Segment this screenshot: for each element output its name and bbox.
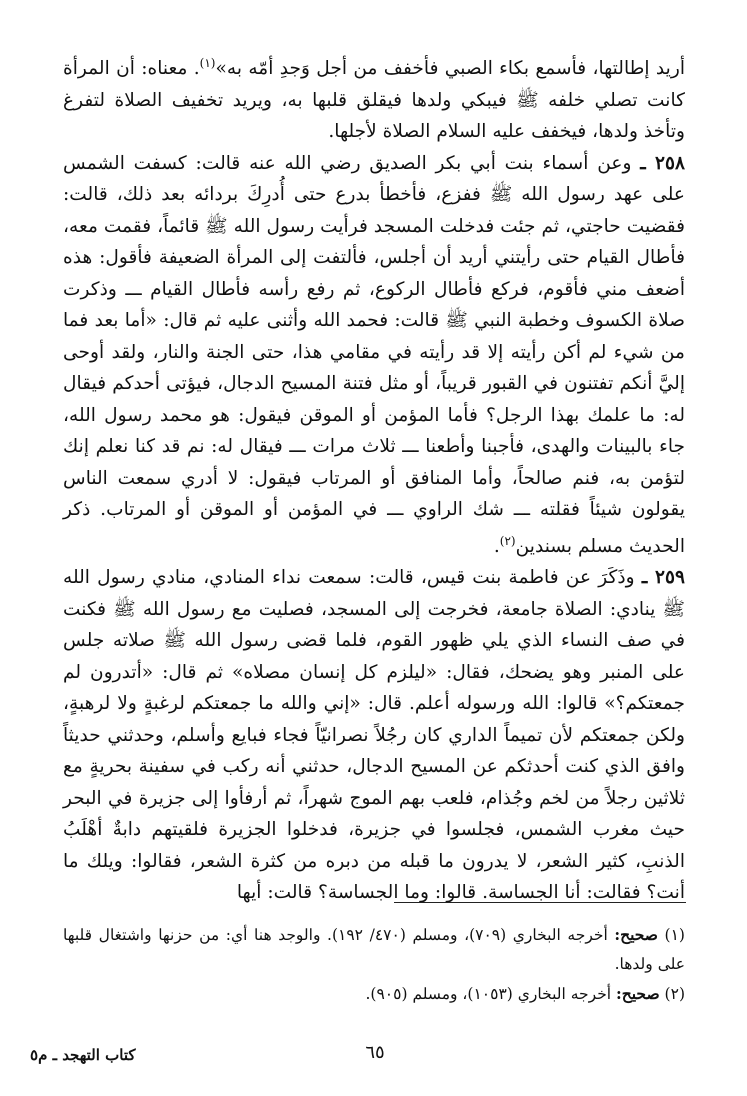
hadith-259 — [63, 562, 685, 909]
footnote-grade: صحيح: — [616, 984, 660, 1003]
paragraph-text: . معناه: أن المرأة كانت تصلي خلفه ﷺ فيبكي ولدها فيقلق قلبها به، ويريد تخفيف الصلاة لتفرغ وتأخذ ولدها، فيخفف عليه السلام الصلاة لأجلها. — [63, 58, 685, 143]
footnote-text: أخرجه البخاري (١٠٥٣)، ومسلم (٩٠٥). — [365, 985, 612, 1003]
footnote-label: (٢) — [664, 985, 685, 1003]
paragraph-text: أريد إطالتها، فأسمع بكاء الصبي فأخفف من أجل وَجدِ أمّه به» — [215, 58, 685, 80]
footnote-divider — [394, 902, 686, 903]
page-number: ٦٥ — [365, 1042, 385, 1063]
hadith-text-end: . — [493, 535, 500, 557]
footnote-grade: صحيح: — [614, 925, 658, 944]
footnote-reference: (١) — [199, 56, 216, 70]
footnote — [63, 979, 685, 1009]
hadith-text: وعن أسماء بنت أبي بكر الصديق رضي الله عنه قالت: كسفت الشمس على عهد رسول الله ﷺ ففزع، فأخطأ بدرع حتى أُدرِكَ بردائه بعد ذلك، قالت: فقضيت حاجتي، ثم جئت فدخلت المسجد فرأيت رسول الله ﷺ قائماً، فقمت معه، فأطال القيام حتى رأيتني أريد أن أجلس، فألتفت إلى المرأة الضعيفة فأقول: هذه أضعف مني فأقوم، فركع فأطال الركوع، ثم رفع رأسه فأطال القيام ـــ وذكرت صلاة الكسوف وخطبة النبي ﷺ قالت: فحمد الله وأثنى عليه ثم قال: «أما بعد فما من شيء لم أكن رأيته إلا قد رأيته في مقامي هذا، حتى الجنة والنار، ولقد أوحى إليَّ أنكم تفتنون في القبور قريباً، أو مثل فتنة المسيح الدجال، فيؤتى أحدكم فيقال له: ما علمك بهذا الرجل؟ فأما المؤمن أو الموقن فيقول: هو محمد رسول الله، جاء بالبينات والهدى، فأجبنا وأطعنا ـــ ثلاث مرات ـــ فيقال له: نم قد كنا نعلم إنك لتؤمن به، فنم صالحاً، وأما المنافق أو المرتاب فيقول: لا أدري سمعت الناس يقولون شيئاً فقلته ـــ شك الراوي ـــ في المؤمن أو الموقن أو المرتاب. ذكر الحديث مسلم بسندين — [63, 152, 685, 557]
hadith-number: ٢٥٩ ـ — [641, 567, 685, 589]
footnotes — [63, 920, 685, 1009]
footnote — [63, 920, 685, 979]
footnote-text: أخرجه البخاري (٧٠٩)، ومسلم (٤٧٠/ ١٩٢). والوجد هنا أي: من حزنها واشتغال قلبها على ولدها. — [63, 926, 685, 973]
hadith-text: وذَكَرَ عن فاطمة بنت قيس، قالت: سمعت نداء المنادي، منادي رسول الله ﷺ ينادي: الصلاة جامعة، فخرجت إلى المسجد، فصليت مع رسول الله ﷺ فكنت في صف النساء الذي يلي ظهور القوم، فلما قضى رسول الله ﷺ صلاته جلس على المنبر وهو يضحك، فقال: «ليلزم كل إنسان مصلاه» ثم قال: «أتدرون لم جمعتكم؟» قالوا: الله ورسوله أعلم. قال: «إني والله ما جمعتكم لرغبةٍ ولا لرهبةٍ، ولكن جمعتكم لأن تميماً الداري كان رجُلاً نصرانيّاً فجاء فبايع وأسلم، وحدثني حديثاً وافق الذي كنت أحدثكم عن المسيح الدجال، حدثني أنه ركب في سفينة بحريةٍ مع ثلاثين رجلاً من لخم وجُذام، فلعب بهم الموج شهراً، ثم أرفأوا إلى جزيرة في البحر حيث مغرب الشمس، فجلسوا في جزيرة، فدخلوا الجزيرة فلقيتهم دابةٌ أهْلَبُ الذنبِ، كثير الشعر، لا يدرون ما قبله من دبره من كثرة الشعر، فقالوا: ويلك ما أنت؟ فقالت: أنا الجساسة. قالوا: وما الجساسة؟ قالت: أيها — [63, 567, 685, 904]
book-signature: كتاب التهجد ـ م٥ — [30, 1046, 136, 1064]
hadith-258 — [63, 148, 685, 563]
footnote-reference: (٢) — [499, 533, 516, 548]
main-text — [63, 48, 685, 909]
footnote-label: (١) — [664, 926, 685, 944]
paragraph-continuation — [63, 48, 685, 148]
hadith-number: ٢٥٨ ـ — [640, 152, 685, 174]
